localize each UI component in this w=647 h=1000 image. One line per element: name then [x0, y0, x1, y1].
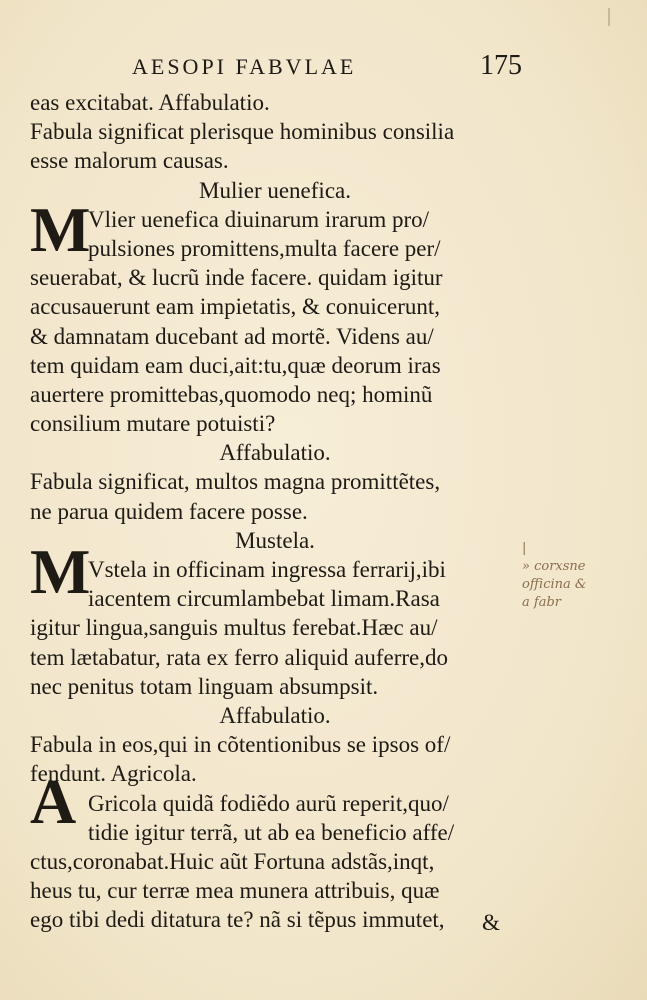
text-line: fendunt. Agricola.: [30, 761, 197, 787]
text-line: auertere promittebas,quomodo neq; hominũ: [30, 381, 433, 407]
marginal-note: |: [522, 541, 527, 556]
page-edge-mark: [608, 8, 610, 26]
text-line: Fabula in eos,qui in cõtentionibus se ipsos of/: [30, 732, 451, 758]
text-line: seuerabat, & lucrũ inde facere. quidam igitur: [30, 265, 443, 291]
text-line: Vlier uenefica diuinarum irarum pro/: [88, 206, 430, 232]
marginal-note: a fabr: [522, 595, 561, 610]
drop-capital-a: A: [30, 766, 77, 837]
drop-capital-m: M: [30, 536, 91, 607]
text-line: eas excitabat. Affabulatio.: [30, 90, 270, 115]
running-title: AESOPI FABVLAE: [132, 54, 357, 79]
text-line: pulsiones promittens,multa facere per/: [88, 235, 441, 261]
text-line: consilium mutare potuisti?: [30, 411, 276, 437]
text-line: Vstela in officinam ingressa ferrarij,ibi: [88, 557, 446, 582]
text-line: ctus,coronabat.Huic aũt Fortuna adstãs,inqt,: [30, 848, 435, 874]
text-line: heus tu, cur terræ mea munera attribuis, quæ: [30, 878, 440, 904]
section-heading: Affabulatio.: [219, 440, 331, 466]
catchword: &: [482, 910, 500, 935]
text-line: tem quidam eam duci,ait:tu,quæ deorum iras: [30, 352, 441, 378]
section-heading: Mustela.: [235, 527, 315, 553]
handwritten-marginalia: [522, 540, 642, 610]
text-line: accusauerunt eam impietatis, & conuicerunt,: [30, 294, 441, 320]
text-line: Gricola quidã fodiẽdo aurũ reperit,quo/: [88, 790, 449, 816]
text-line: iacentem circumlambebat limam.Rasa: [88, 586, 440, 612]
drop-capital-m: M: [30, 194, 91, 265]
body-text: [30, 88, 520, 934]
page-number: 175: [480, 50, 522, 81]
section-heading: Mulier uenefica.: [199, 177, 351, 203]
text-line: Fabula significat plerisque hominibus consilia: [30, 119, 455, 145]
text-line: esse malorum causas.: [30, 148, 229, 174]
page-header: [132, 50, 522, 84]
text-line: tidie igitur terrã, ut ab ea beneficio affe/: [88, 819, 455, 845]
text-line: nec penitus totam linguam absumpsit.: [30, 673, 379, 699]
text-line: ego tibi dedi ditatura te? nã si tẽpus immutet,: [30, 907, 445, 933]
text-line: igitur lingua,sanguis multus ferebat.Hæc au/: [30, 615, 438, 641]
section-heading: Affabulatio.: [219, 702, 331, 728]
marginal-note: » corxsne: [522, 559, 586, 574]
text-line: tem lætabatur, rata ex ferro aliquid auferre,do: [30, 644, 448, 670]
text-line: & damnatam ducebant ad mortẽ. Videns au/: [30, 323, 434, 349]
text-line: Fabula significat, multos magna promittẽtes,: [30, 469, 441, 495]
marginal-note: officina &: [522, 577, 587, 592]
text-line: ne parua quidem facere posse.: [30, 498, 308, 524]
